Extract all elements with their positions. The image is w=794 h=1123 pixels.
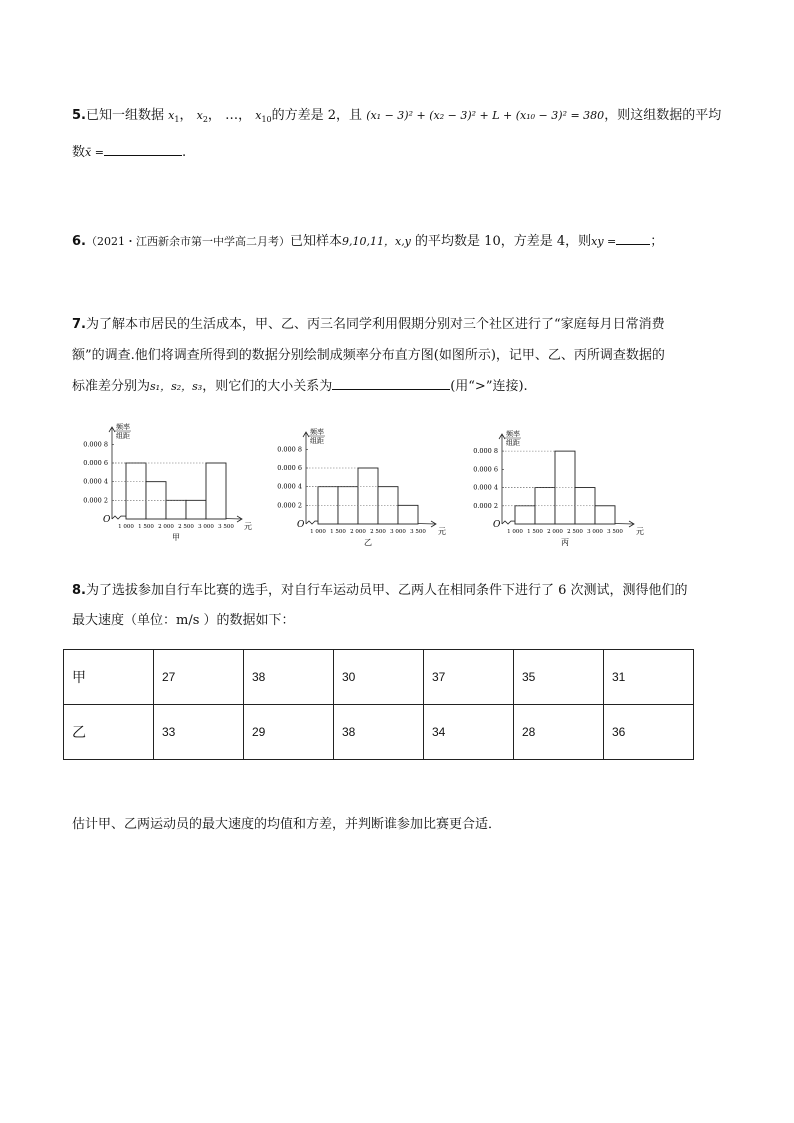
- q5-text-b: 的方差是 2，且: [271, 108, 363, 123]
- x-tick-label: 2 000: [158, 524, 174, 530]
- q7-line1: 为了解本市居民的生活成本，甲、乙、丙三名同学利用假期分别对三个社区进行了“家庭每月日常消费: [85, 317, 665, 332]
- chart-title: 甲: [172, 533, 180, 542]
- q7-line3-b: ，则它们的大小关系为: [202, 379, 333, 394]
- x-axis-label: 元: [438, 527, 446, 536]
- chart-title: 乙: [364, 538, 372, 547]
- table-cell: 36: [604, 705, 694, 760]
- x-tick-label: 1 000: [507, 529, 523, 535]
- table-cell: 33: [154, 705, 244, 760]
- q6-end: ；: [650, 234, 664, 249]
- question-7-line2: [72, 346, 665, 366]
- table-cell: 29: [244, 705, 334, 760]
- y-tick-label: 0.000 2: [473, 501, 498, 510]
- y-tick-label: 0.000 8: [83, 440, 108, 449]
- histogram-bar: [595, 506, 615, 524]
- y-tick-label: 0.000 2: [83, 496, 108, 505]
- q6-text-b: 的平均数是 10，方差是 4，则: [415, 234, 592, 249]
- histogram-bar: [206, 463, 226, 519]
- y-label-bottom: 组距: [506, 439, 520, 447]
- question-7-line3: [72, 377, 528, 397]
- y-tick-label: 0.000 8: [277, 445, 302, 454]
- histogram-bar: [126, 463, 146, 519]
- y-label-top: 频率: [116, 423, 130, 431]
- q7-answer-blank[interactable]: [332, 377, 450, 390]
- x-tick-label: 3 000: [390, 529, 406, 535]
- table-cell: 34: [424, 705, 514, 760]
- y-tick-label: 0.000 4: [83, 477, 108, 486]
- q5-text-a: 已知一组数据: [85, 108, 164, 123]
- q8-line1: 为了选拔参加自行车比赛的选手，对自行车运动员甲、乙两人在相同条件下进行了 6 次测试，测得他们的: [85, 583, 688, 598]
- q6-number: 6.: [72, 234, 86, 249]
- q7-line2: 额”的调查.他们将调查所得到的数据分别绘制成频率分布直方图(如图所示)，记甲、乙、丙所调查数据的: [72, 348, 665, 363]
- x-axis-label: 元: [244, 522, 252, 531]
- table-cell: 35: [514, 650, 604, 705]
- origin-label: O: [297, 520, 305, 530]
- x-tick-label: 2 500: [178, 524, 194, 530]
- histogram-bar: [358, 468, 378, 524]
- origin-label: O: [493, 520, 501, 530]
- x-tick-label: 2 500: [370, 529, 386, 535]
- q5-formula: (x₁ − 3)² + (x₂ − 3)² + L + (x₁₀ − 3)² = 380: [366, 109, 605, 122]
- q6-text-a: 已知样本: [289, 234, 342, 249]
- histogram-jia: [72, 415, 252, 550]
- y-tick-label: 0.000 4: [277, 482, 302, 491]
- histogram-bing: [458, 428, 653, 546]
- y-tick-label: 0.000 6: [277, 464, 302, 472]
- question-7-line1: [72, 315, 665, 335]
- q8-line2: 最大速度（单位：m/s ）的数据如下：: [72, 613, 295, 628]
- histogram-yi: [262, 422, 452, 552]
- x-tick-label: 3 000: [198, 524, 214, 530]
- q5-text-c: ，则这组数据的平均: [604, 108, 722, 123]
- q7-line3-a: 标准差分别为: [72, 379, 151, 394]
- x-tick-label: 3 000: [587, 529, 603, 535]
- x-tick-label: 2 000: [350, 529, 366, 535]
- q5-var-2: $x_2$: [196, 109, 208, 125]
- table-cell: 38: [334, 705, 424, 760]
- q5-number: 5.: [72, 108, 86, 123]
- q8-question: 估计甲、乙两运动员的最大速度的均值和方差，并判断谁参加比赛更合适．: [72, 817, 502, 832]
- x-tick-label: 1 500: [138, 524, 154, 530]
- q6-answer-blank[interactable]: [616, 232, 650, 245]
- x-tick-label: 1 000: [310, 529, 326, 535]
- q5-var-1: $x_1$: [168, 109, 180, 125]
- y-label-top: 频率: [506, 430, 520, 438]
- q7-number: 7.: [72, 317, 86, 332]
- x-tick-label: 3 500: [218, 524, 234, 530]
- y-label-top: 频率: [310, 428, 324, 436]
- table-cell: 28: [514, 705, 604, 760]
- x-tick-label: 1 500: [527, 529, 543, 535]
- histogram-bar: [186, 500, 206, 519]
- speed-table: [63, 649, 694, 760]
- row-name: 甲: [64, 650, 154, 705]
- x-tick-label: 3 500: [607, 529, 623, 535]
- x-tick-label: 2 500: [567, 529, 583, 535]
- question-5: [72, 106, 732, 130]
- question-8-line1: [72, 581, 688, 601]
- origin-label: O: [103, 515, 111, 525]
- q8-number: 8.: [72, 583, 86, 598]
- y-tick-label: 0.000 4: [473, 483, 498, 492]
- q5-xbar: x̄ =: [85, 146, 104, 159]
- q6-xy: xy =: [591, 235, 617, 248]
- y-tick-label: 0.000 6: [83, 459, 108, 467]
- question-8-prompt: [72, 815, 501, 835]
- q6-source: （2021・江西新余市第一中学高二月考）: [85, 235, 290, 248]
- table-cell: 37: [424, 650, 514, 705]
- table-cell: 31: [604, 650, 694, 705]
- y-label-bottom: 组距: [310, 437, 324, 445]
- y-tick-label: 0.000 2: [277, 501, 302, 510]
- q5-var-3: $x_{10}$: [255, 109, 272, 125]
- q5-text-d: 数: [72, 145, 86, 160]
- question-8-line2: [72, 611, 295, 631]
- q6-sample: 9,10,11，x,y: [342, 235, 411, 248]
- y-tick-label: 0.000 6: [473, 465, 498, 474]
- table-cell: 30: [334, 650, 424, 705]
- histogram-bar: [166, 500, 186, 519]
- q7-sds: s₁，s₂，s₃: [150, 380, 203, 393]
- x-tick-label: 1 500: [330, 529, 346, 535]
- x-tick-label: 1 000: [118, 524, 134, 530]
- q5-sep: ，: [238, 108, 252, 123]
- q7-line3-c: (用“>”连接).: [450, 379, 528, 394]
- histogram-bar: [515, 506, 535, 524]
- table-row: [64, 650, 694, 705]
- histogram-bar: [398, 505, 418, 524]
- q5-answer-blank[interactable]: [104, 143, 182, 156]
- table-row: [64, 705, 694, 760]
- y-label-bottom: 组距: [116, 432, 130, 440]
- q5-sep: ，: [179, 108, 193, 123]
- q5-sep: ，: [207, 108, 221, 123]
- x-tick-label: 2 000: [547, 529, 563, 535]
- x-axis-label: 元: [636, 527, 644, 536]
- x-tick-label: 3 500: [410, 529, 426, 535]
- chart-title: 丙: [561, 538, 569, 546]
- question-5-line2: [72, 143, 186, 163]
- question-6: [72, 232, 732, 252]
- row-name: 乙: [64, 705, 154, 760]
- y-tick-label: 0.000 8: [473, 447, 498, 456]
- q5-period: .: [181, 145, 187, 160]
- table-cell: 38: [244, 650, 334, 705]
- table-cell: 27: [154, 650, 244, 705]
- q5-ellipsis: …: [225, 108, 239, 123]
